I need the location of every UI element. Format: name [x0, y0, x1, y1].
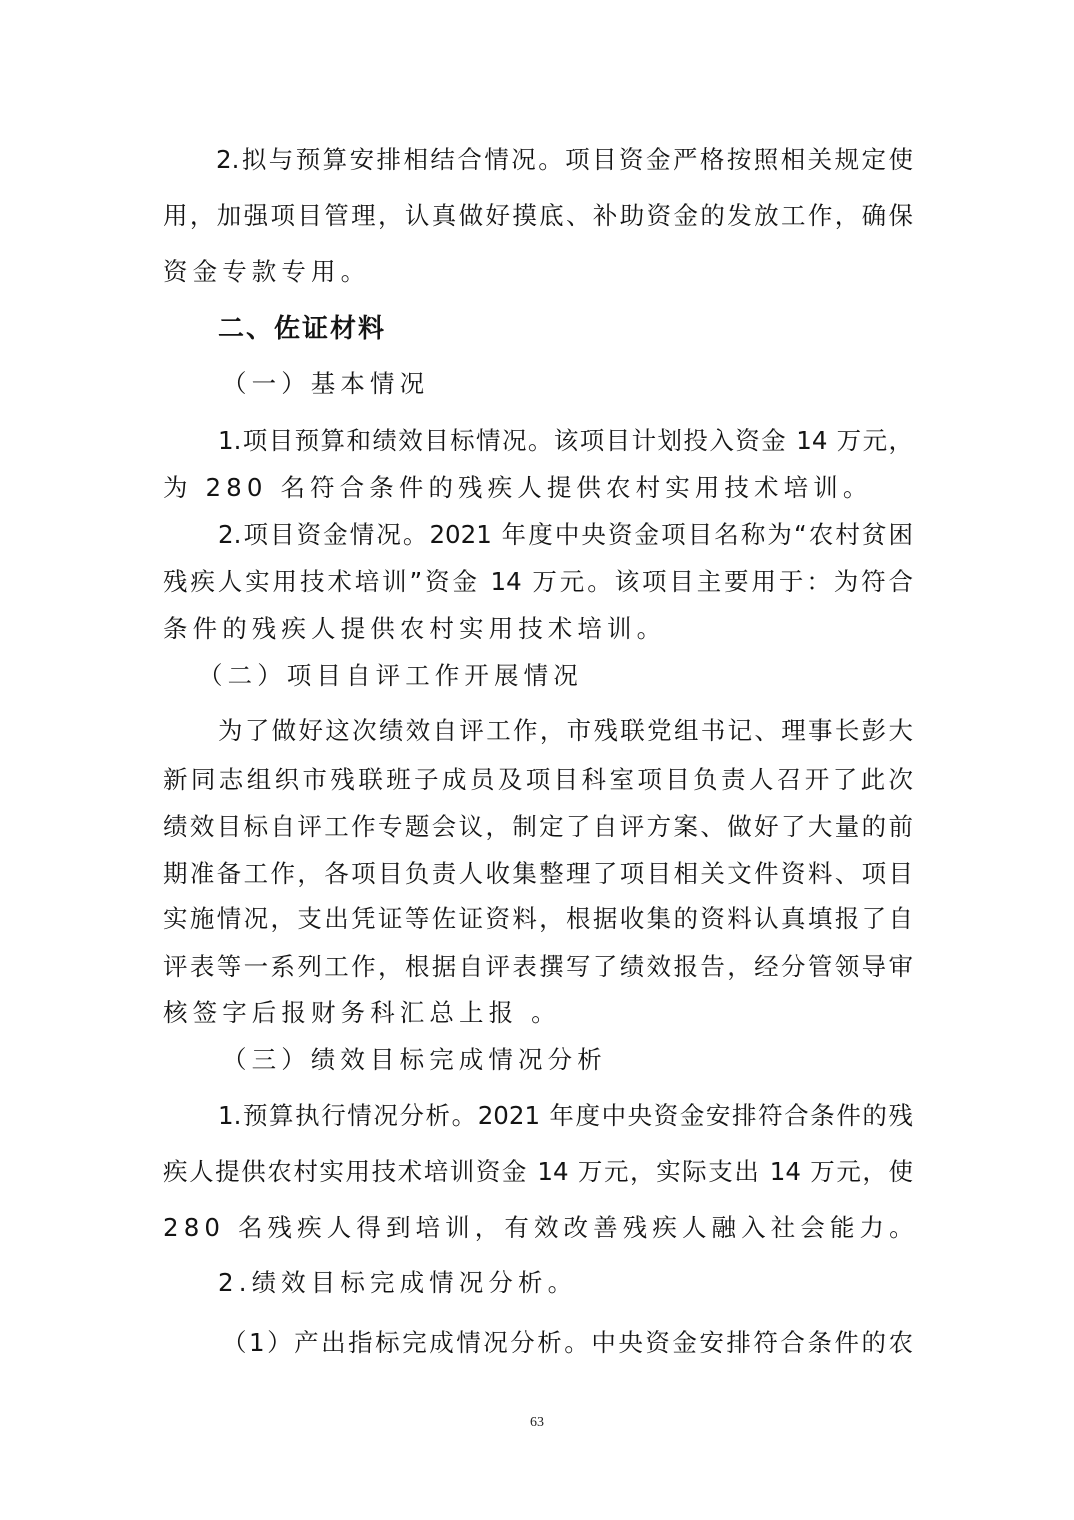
- subsection-heading: （二）项目自评工作开展情况: [198, 661, 583, 690]
- paragraph-line: 2.拟与预算安排相结合情况。项目资金严格按照相关规定使: [216, 145, 913, 174]
- paragraph-line: 2.项目资金情况。2021 年度中央资金项目名称为“农村贫困: [218, 520, 913, 549]
- paragraph-line: 为 280 名符合条件的残疾人提供农村实用技术培训。: [163, 473, 873, 502]
- paragraph-line: 条件的残疾人提供农村实用技术培训。: [163, 614, 667, 643]
- paragraph-line: 核签字后报财务科汇总上报 。: [163, 998, 561, 1027]
- paragraph-line: 2.绩效目标完成情况分析。: [218, 1268, 578, 1297]
- paragraph-line: 资金专款专用。: [163, 257, 371, 286]
- paragraph-line: 新同志组织市残联班子成员及项目科室项目负责人召开了此次: [163, 765, 913, 794]
- page-number: 63: [530, 1415, 544, 1430]
- paragraph-line: 实施情况，支出凭证等佐证资料，根据收集的资料认真填报了自: [163, 904, 913, 933]
- paragraph-line: 1.预算执行情况分析。2021 年度中央资金安排符合条件的残: [218, 1101, 913, 1130]
- paragraph-line: 评表等一系列工作，根据自评表撰写了绩效报告，经分管领导审: [163, 952, 913, 981]
- paragraph-line: 疾人提供农村实用技术培训资金 14 万元，实际支出 14 万元，使: [163, 1157, 913, 1186]
- paragraph-line: 280 名残疾人得到培训，有效改善残疾人融入社会能力。: [163, 1213, 919, 1242]
- subsection-heading: （一）基本情况: [222, 369, 430, 398]
- paragraph-line: 期准备工作，各项目负责人收集整理了项目相关文件资料、项目: [163, 859, 913, 888]
- section-heading: 二、佐证材料: [218, 314, 387, 344]
- paragraph-line: （1）产出指标完成情况分析。中央资金安排符合条件的农: [222, 1328, 913, 1357]
- paragraph-line: 用，加强项目管理，认真做好摸底、补助资金的发放工作，确保: [163, 201, 913, 230]
- paragraph-line: 为了做好这次绩效自评工作，市残联党组书记、理事长彭大: [218, 716, 913, 745]
- paragraph-line: 1.项目预算和绩效目标情况。该项目计划投入资金 14 万元，: [218, 426, 913, 455]
- paragraph-line: 绩效目标自评工作专题会议，制定了自评方案、做好了大量的前: [163, 812, 913, 841]
- subsection-heading: （三）绩效目标完成情况分析: [222, 1045, 607, 1074]
- paragraph-line: 残疾人实用技术培训”资金 14 万元。该项目主要用于：为符合: [163, 567, 913, 596]
